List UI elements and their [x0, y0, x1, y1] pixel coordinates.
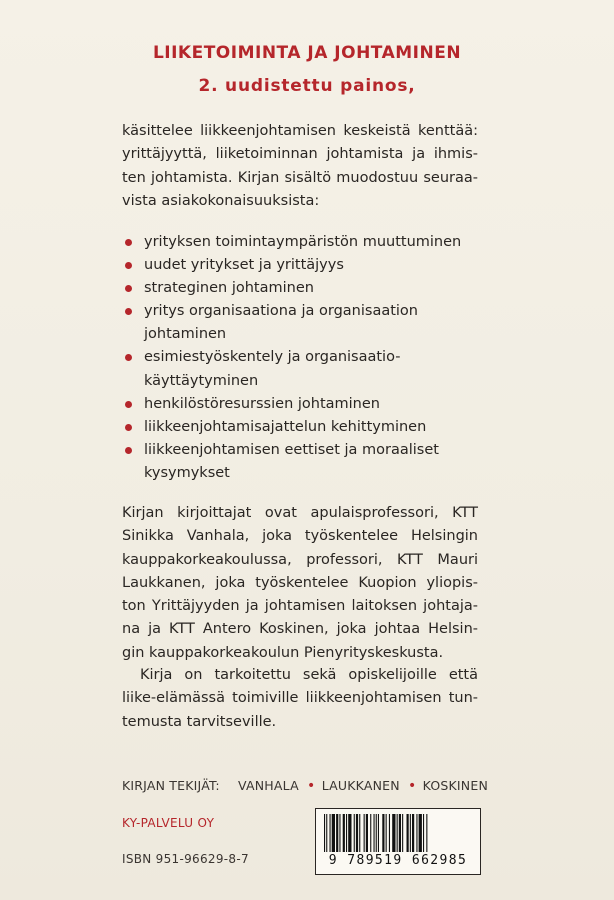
barcode-number: 9 789519 662985 — [328, 853, 468, 868]
authors-line: Sinikka Vanhala, joka työskentelee Helsingin — [122, 528, 478, 545]
topics-list — [122, 231, 482, 485]
list-item: yritys organisaationa ja organisaation johtaminen — [122, 300, 482, 346]
list-item: uudet yritykset ja yrittäjyys — [122, 254, 482, 277]
list-item: esimiestyöskentely ja organisaatio- käyttäytyminen — [122, 346, 482, 392]
list-item: henkilöstöresurssien johtaminen — [122, 393, 482, 416]
list-item: strateginen johtaminen — [122, 277, 482, 300]
bullet-dot-icon — [125, 424, 132, 431]
target-line: temusta tarvitseville. — [122, 713, 277, 730]
target-line: liike-elämässä toimiville liikkeenjohtamisen tun- — [122, 690, 478, 707]
intro-line: yrittäjyyttä, liiketoiminnan johtamista ja ihmis- — [122, 146, 478, 163]
target-audience-paragraph — [122, 664, 478, 734]
authors-line: ton Yrittäjyyden ja johtamisen laitoksen johtaja- — [122, 598, 478, 615]
bullet-dot-icon — [125, 308, 132, 315]
bullet-dot-icon — [125, 239, 132, 246]
book-title: LIIKETOIMINTA JA JOHTAMINEN — [152, 43, 462, 63]
list-item: yrityksen toimintaympäristön muuttuminen — [122, 231, 482, 254]
bullet-dot-icon — [125, 285, 132, 292]
bullet-dot-icon — [125, 401, 132, 408]
intro-line: ten johtamista. Kirjan sisältö muodostuu seuraa- — [122, 169, 478, 186]
barcode — [315, 808, 481, 875]
list-item: liikkeenjohtamisajattelun kehittyminen — [122, 416, 482, 439]
footer-authors — [122, 778, 488, 794]
target-line: Kirja on tarkoitettu sekä opiskelijoille että — [140, 667, 478, 683]
intro-line: vista asiakokonaisuuksista: — [122, 192, 320, 209]
authors-label: KIRJAN TEKIJÄT: — [122, 778, 220, 793]
authors-line: Laukkanen, joka työskentelee Kuopion yliopis- — [122, 574, 478, 591]
author-name: LAUKKANEN — [321, 778, 400, 793]
bullet-dot-icon — [125, 447, 132, 454]
authors-line: na ja KTT Antero Koskinen, joka johtaa Helsin- — [122, 621, 478, 638]
authors-line: Kirjan kirjoittajat ovat apulaisprofessori, KTT — [122, 505, 478, 521]
authors-line: kauppakorkeakoulussa, professori, KTT Mauri — [122, 551, 478, 568]
author-name: VANHALA — [238, 778, 299, 793]
separator-dot-icon: • — [407, 778, 417, 794]
intro-paragraph — [122, 120, 478, 213]
list-item: liikkeenjohtamisen eettiset ja moraaliset kysymykset — [122, 439, 482, 485]
barcode-bars-icon — [322, 814, 474, 852]
bullet-dot-icon — [125, 262, 132, 269]
authors-line: gin kauppakorkeakoulun Pienyrityskeskusta. — [122, 644, 444, 661]
edition-subtitle: 2. uudistettu painos, — [198, 76, 416, 96]
authors-paragraph — [122, 502, 478, 665]
separator-dot-icon: • — [307, 778, 316, 794]
bullet-dot-icon — [125, 354, 132, 361]
publisher-name: KY-PALVELU OY — [122, 816, 215, 830]
author-name: KOSKINEN — [422, 778, 488, 793]
intro-line: käsittelee liikkeenjohtamisen keskeistä kenttää: — [122, 123, 478, 139]
isbn-number: ISBN 951-96629-8-7 — [122, 852, 249, 866]
